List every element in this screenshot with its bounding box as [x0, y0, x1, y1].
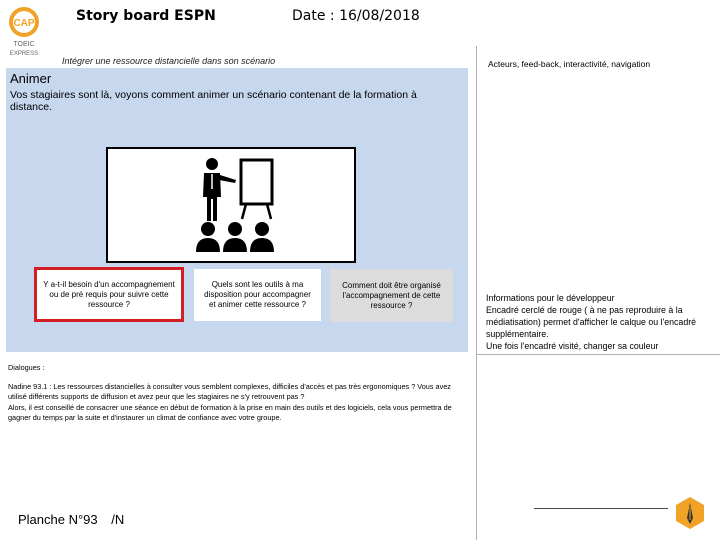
question-text: Quels sont les outils à ma disposition pour accompagner et animer cette ressource ? — [204, 280, 311, 309]
question-box-tools[interactable] — [194, 269, 321, 321]
planche-label: Planche N°93 — [18, 512, 98, 527]
question-text: Comment doit être organisé l'accompagnement de cette ressource ? — [342, 280, 441, 310]
logo-text-bottom: EXPRESS — [9, 51, 39, 57]
info-line: Informations pour le développeur — [486, 293, 615, 303]
dialogues-label: Dialogues : — [8, 363, 45, 372]
planche-total: /N — [111, 512, 125, 527]
pencil-hexagon-icon — [674, 496, 706, 530]
info-line: Encadré cerclé de rouge ( à ne pas reproduire à la médiatisation) permet d'afficher le calque ou l'encadré supplémentaire. — [486, 305, 697, 339]
planche-number — [18, 512, 124, 527]
illustration-frame — [106, 147, 356, 263]
question-text: Y a-t-il besoin d'un accompagnement ou de pré requis pour suivre cette ressource ? — [43, 279, 175, 309]
badge — [674, 496, 706, 530]
logo-text-mid: TOEIC — [13, 41, 35, 48]
panel-heading: Animer — [10, 71, 52, 86]
right-divider — [476, 354, 720, 355]
column-divider — [476, 46, 477, 540]
cap-logo-icon — [4, 4, 44, 58]
page-subtitle: Intégrer une ressource distancielle dans son scénario — [62, 56, 276, 66]
info-line: Une fois l'encadré visité, changer sa couleur — [486, 341, 659, 351]
page-title: Story board ESPN — [76, 8, 216, 24]
question-box-organisation[interactable] — [330, 269, 453, 322]
dialogues-section — [8, 363, 468, 424]
logo — [4, 4, 44, 58]
logo-text-top: CAP — [13, 18, 35, 29]
presentation-audience-icon — [108, 149, 354, 261]
question-box-prerequisites[interactable] — [34, 267, 184, 322]
panel-text: Vos stagiaires sont là, voyons comment animer un scénario contenant de la formation à distance. — [10, 89, 417, 113]
dialogue-line: Alors, il est conseillé de consacrer une séance en début de formation à la prise en main des outils et des logiciels, cela vous permettra de gagner du temps par la suite et d'instaurer un climat de confiance avec votre groupe. — [8, 402, 452, 422]
dialogue-line: Nadine 93.1 : Les ressources distancielles à consulter vous semblent complexes, difficiles d'accès et pas très ergonomiques ? Vous avez utilisé différents supports de diffusion et avez peur que les stagiaires ne s'y retrouvent pas ? — [8, 381, 451, 401]
footer-line — [534, 508, 668, 509]
right-column-label: Acteurs, feed-back, interactivité, navigation — [488, 59, 651, 69]
page-date: Date : 16/08/2018 — [292, 8, 420, 24]
developer-info — [486, 292, 718, 352]
